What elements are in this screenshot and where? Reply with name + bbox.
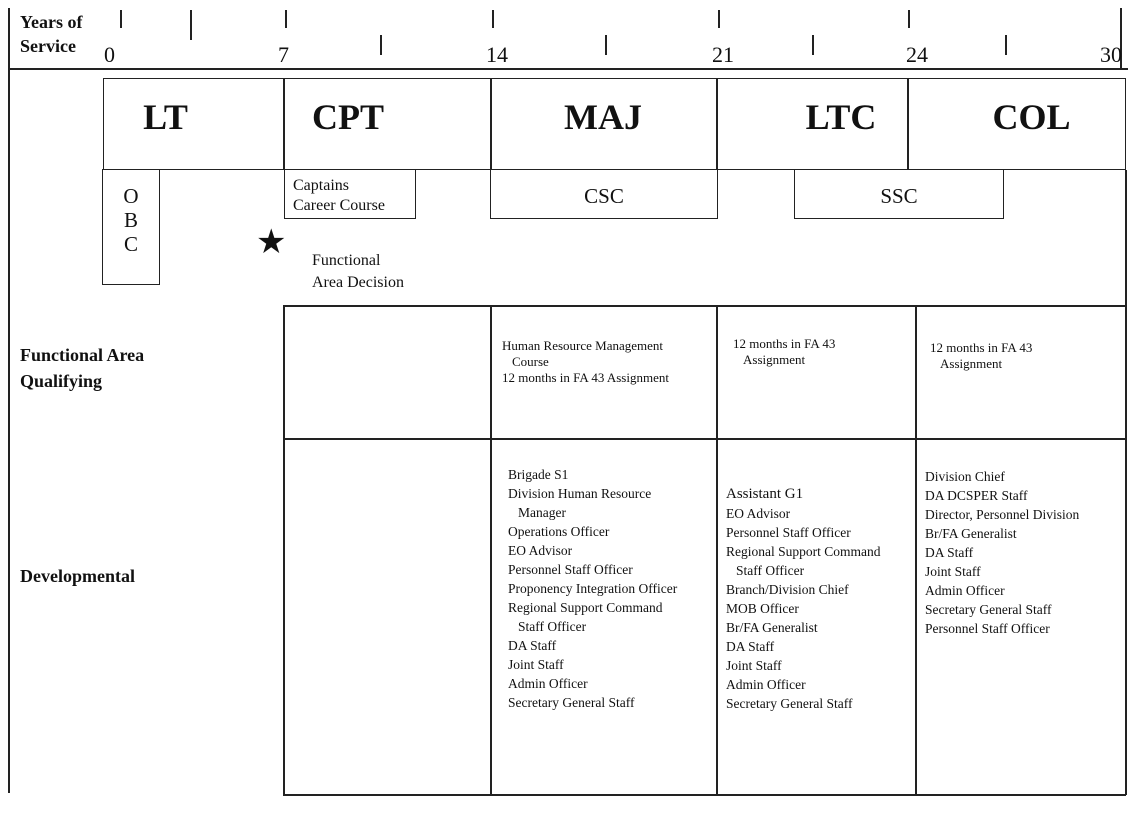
developmental-item: EO Advisor bbox=[508, 543, 573, 558]
developmental-item: DA Staff bbox=[508, 638, 557, 653]
qualifying-item: Assignment bbox=[743, 352, 806, 367]
qualifying-item: Course bbox=[512, 354, 549, 369]
obc-letter: O bbox=[123, 184, 139, 208]
developmental-item: Admin Officer bbox=[508, 676, 588, 691]
developmental-item: DA Staff bbox=[726, 639, 775, 654]
developmental-item: Admin Officer bbox=[925, 583, 1005, 598]
axis-label bbox=[20, 10, 82, 58]
grid-col bbox=[915, 305, 917, 795]
qualifying-item: Human Resource Management bbox=[502, 338, 664, 353]
developmental-item: Proponency Integration Officer bbox=[508, 581, 678, 596]
developmental-item: Secretary General Staff bbox=[726, 696, 853, 711]
developmental-item: Joint Staff bbox=[508, 657, 564, 672]
developmental-item: Division Human Resource bbox=[508, 486, 652, 501]
developmental-item: Regional Support Command bbox=[726, 544, 881, 559]
ccc-line2: Career Course bbox=[293, 197, 385, 214]
axis-label-line1: Years of bbox=[20, 12, 83, 32]
developmental-item: Br/FA Generalist bbox=[726, 620, 818, 635]
developmental-item: Secretary General Staff bbox=[508, 695, 635, 710]
developmental-item: Brigade S1 bbox=[508, 467, 569, 482]
developmental-item: Operations Officer bbox=[508, 524, 610, 539]
qualifying-label-line1: Functional Area bbox=[20, 345, 145, 365]
developmental-item: Admin Officer bbox=[726, 677, 806, 692]
ccc-text bbox=[285, 170, 415, 216]
axis-baseline bbox=[8, 68, 1128, 70]
developmental-col bbox=[925, 467, 1123, 638]
qualifying-item: Assignment bbox=[940, 356, 1003, 371]
developmental-item: Secretary General Staff bbox=[925, 602, 1052, 617]
axis-tick bbox=[492, 10, 494, 28]
captains-career-course-box bbox=[284, 169, 416, 219]
axis-tick bbox=[120, 10, 122, 28]
obc-text bbox=[103, 170, 159, 256]
year-label-7: 7 bbox=[278, 42, 289, 67]
qualifying-item: 12 months in FA 43 Assignment bbox=[502, 370, 669, 385]
grid-col bbox=[716, 305, 718, 795]
ssc-label: SSC bbox=[880, 184, 918, 208]
star-icon: ★ bbox=[256, 222, 287, 262]
developmental-item: Manager bbox=[518, 505, 566, 520]
developmental-item: EO Advisor bbox=[726, 506, 791, 521]
rank-cpt: CPT bbox=[312, 97, 384, 137]
developmental-item: Joint Staff bbox=[925, 564, 981, 579]
developmental-ltc bbox=[726, 485, 914, 713]
functional-area-decision bbox=[312, 250, 404, 294]
developmental-item: Division Chief bbox=[925, 469, 1005, 484]
ccc-line1: Captains bbox=[293, 177, 349, 194]
qualifying-label-line2: Qualifying bbox=[20, 371, 103, 391]
qualifying-maj bbox=[502, 338, 712, 386]
axis-tick bbox=[812, 35, 814, 55]
developmental-item: Personnel Staff Officer bbox=[508, 562, 633, 577]
axis-tick bbox=[190, 10, 192, 40]
qualifying-item: 12 months in FA 43 bbox=[733, 336, 836, 351]
grid-col bbox=[490, 305, 492, 795]
developmental-item: Director, Personnel Division bbox=[925, 507, 1080, 522]
grid-mid bbox=[283, 438, 1126, 440]
rank-lt: LT bbox=[143, 97, 188, 137]
developmental-item: Branch/Division Chief bbox=[726, 582, 849, 597]
developmental-item: Staff Officer bbox=[518, 619, 587, 634]
grid-bottom bbox=[283, 794, 1126, 796]
grid-top bbox=[283, 305, 1126, 307]
axis-label-line2: Service bbox=[20, 36, 76, 56]
axis-left-border bbox=[8, 8, 10, 793]
qualifying-item: 12 months in FA 43 bbox=[930, 340, 1033, 355]
axis-tick bbox=[380, 35, 382, 55]
developmental-item: DA DCSPER Staff bbox=[925, 488, 1028, 503]
grid-col bbox=[283, 305, 285, 795]
developmental-item: Personnel Staff Officer bbox=[726, 525, 851, 540]
grid-col bbox=[1125, 170, 1127, 795]
developmental-item: Regional Support Command bbox=[508, 600, 663, 615]
developmental-item: Assistant G1 bbox=[726, 486, 804, 502]
developmental-item: Br/FA Generalist bbox=[925, 526, 1017, 541]
developmental-item: Staff Officer bbox=[736, 563, 805, 578]
rank-maj: MAJ bbox=[564, 97, 642, 137]
developmental-item: Joint Staff bbox=[726, 658, 782, 673]
csc-box bbox=[490, 169, 718, 219]
year-label-21: 21 bbox=[712, 42, 734, 67]
axis-tick bbox=[718, 10, 720, 28]
year-label-14: 14 bbox=[486, 42, 508, 67]
qualifying-ltc bbox=[733, 336, 908, 368]
year-label-24: 24 bbox=[906, 42, 928, 67]
ssc-box bbox=[794, 169, 1004, 219]
row-label-developmental: Developmental bbox=[20, 566, 135, 586]
developmental-item: MOB Officer bbox=[726, 601, 799, 616]
row-label-qualifying bbox=[20, 342, 144, 394]
axis-tick bbox=[605, 35, 607, 55]
developmental-item: Personnel Staff Officer bbox=[925, 621, 1050, 636]
axis-tick bbox=[285, 10, 287, 28]
csc-label: CSC bbox=[584, 184, 624, 208]
axis-tick bbox=[1005, 35, 1007, 55]
year-label-30: 30 bbox=[1100, 42, 1122, 67]
obc-letter: C bbox=[123, 232, 138, 256]
rank-ltc: LTC bbox=[805, 97, 877, 137]
axis-tick bbox=[908, 10, 910, 28]
qualifying-col bbox=[930, 340, 1115, 372]
obc-letter: B bbox=[123, 208, 138, 232]
decision-line1: Functional bbox=[312, 252, 381, 269]
year-label-0: 0 bbox=[104, 42, 115, 67]
developmental-item: DA Staff bbox=[925, 545, 974, 560]
decision-line2: Area Decision bbox=[312, 274, 404, 291]
rank-col: COL bbox=[992, 97, 1071, 137]
obc-box bbox=[102, 169, 160, 285]
developmental-maj bbox=[508, 465, 713, 712]
